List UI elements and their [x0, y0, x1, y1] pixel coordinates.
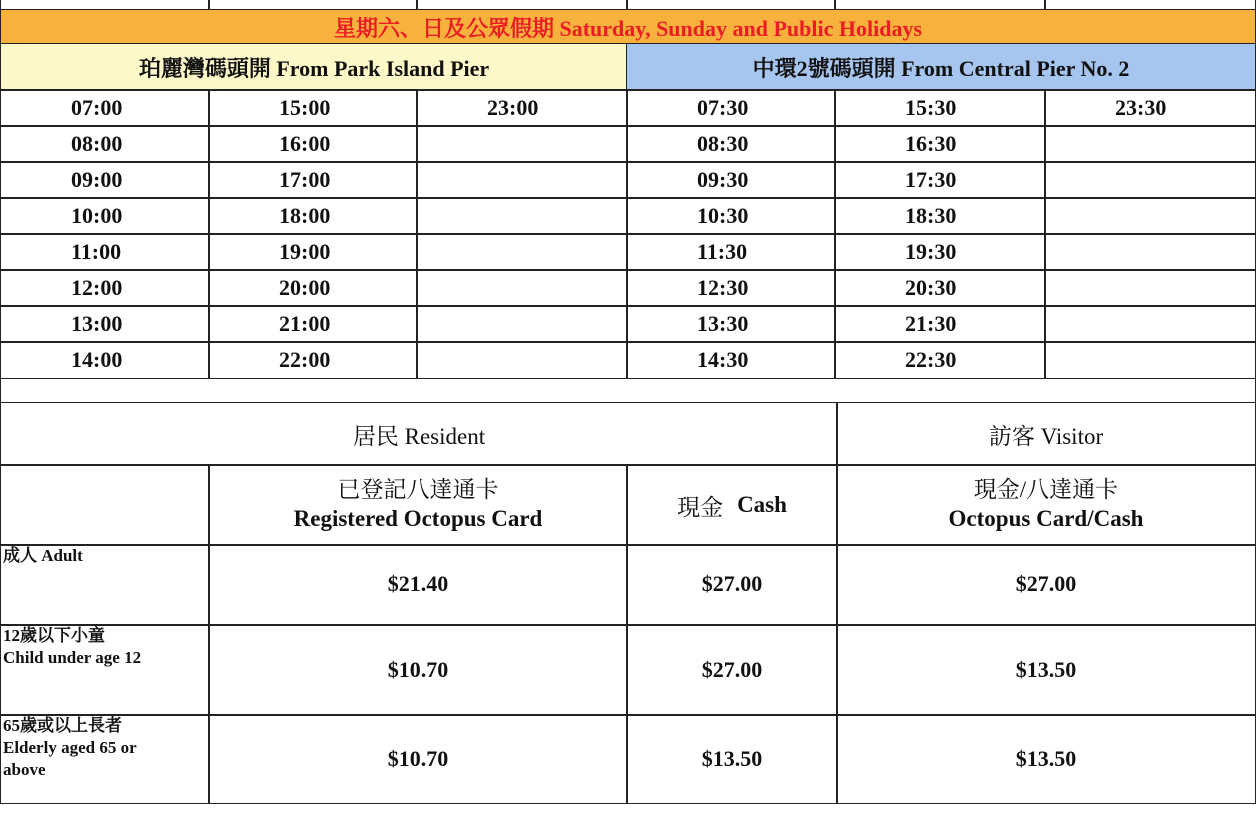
cash-zh: 現金	[677, 494, 724, 520]
passenger-type-line: 成人 Adult	[3, 546, 83, 565]
departure-time: 20:00	[279, 275, 331, 300]
time-cell	[1044, 233, 1256, 271]
passenger-type-line: Elderly aged 65 or	[3, 738, 137, 758]
departure-time: 18:00	[279, 203, 331, 228]
time-cell	[208, 269, 418, 307]
time-cell	[626, 197, 836, 235]
departure-time: 09:00	[71, 167, 123, 192]
time-cell	[416, 125, 628, 163]
time-cell	[416, 89, 628, 127]
registered-fare: $21.40	[208, 544, 628, 626]
departure-time: 23:30	[1115, 95, 1167, 120]
visitor-fare: $13.50	[836, 624, 1256, 716]
visitor-header-text: 訪客 Visitor	[988, 423, 1104, 449]
time-cell	[0, 89, 210, 127]
registered-octopus-zh: 已登記八達通卡	[337, 477, 499, 503]
time-cell	[0, 305, 210, 343]
registered-fare: $10.70	[208, 714, 628, 804]
time-cell	[834, 233, 1046, 271]
departure-time: 14:30	[697, 347, 749, 372]
departure-time: 08:30	[697, 131, 749, 156]
departure-time: 11:30	[697, 239, 748, 264]
time-cell	[208, 161, 418, 199]
departure-time: 17:00	[279, 167, 331, 192]
departure-time: 08:00	[71, 131, 123, 156]
time-cell	[626, 125, 836, 163]
departure-time: 13:00	[71, 311, 123, 336]
time-cell	[0, 197, 210, 235]
time-cell	[1044, 305, 1256, 343]
departure-time: 18:30	[905, 203, 957, 228]
time-cell	[834, 161, 1046, 199]
time-cell	[626, 305, 836, 343]
fare-corner-cell	[0, 464, 210, 546]
time-cell	[208, 89, 418, 127]
time-cell	[0, 125, 210, 163]
time-cell	[834, 305, 1046, 343]
departure-time: 10:00	[71, 203, 123, 228]
resident-header	[0, 402, 838, 466]
registered-octopus-header	[208, 464, 628, 546]
departure-time: 12:30	[697, 275, 749, 300]
time-cell	[1044, 269, 1256, 307]
cash-en: Cash	[737, 492, 787, 517]
departure-time: 22:30	[905, 347, 957, 372]
passenger-type-line: 65歲或以上長者	[3, 716, 122, 735]
time-cell	[0, 161, 210, 199]
departure-time: 09:30	[697, 167, 749, 192]
passenger-type-label	[0, 714, 210, 804]
departure-time: 19:00	[279, 239, 331, 264]
park-island-pier-header: 珀麗灣碼頭開 From Park Island Pier	[0, 43, 628, 91]
departure-time: 14:00	[71, 347, 123, 372]
departure-time: 07:30	[697, 95, 749, 120]
time-cell	[626, 233, 836, 271]
table-separator	[0, 374, 1256, 404]
departure-time: 16:30	[905, 131, 957, 156]
departure-time: 21:00	[279, 311, 331, 336]
time-cell	[626, 161, 836, 199]
passenger-type-label	[0, 624, 210, 716]
time-cell	[626, 89, 836, 127]
cash-fare: $27.00	[626, 544, 838, 626]
departure-time: 10:30	[697, 203, 749, 228]
time-cell	[1044, 89, 1256, 127]
registered-octopus-en: Registered Octopus Card	[293, 506, 543, 531]
passenger-type-line: 12歲以下小童	[3, 626, 105, 645]
passenger-type-line: above	[3, 760, 46, 780]
departure-time: 23:00	[487, 95, 539, 120]
time-cell	[834, 125, 1046, 163]
passenger-type-line: Child under age 12	[3, 648, 142, 668]
time-cell	[834, 197, 1046, 235]
cash-header	[626, 464, 838, 546]
departure-time: 17:30	[905, 167, 957, 192]
time-cell	[416, 305, 628, 343]
departure-time: 07:00	[71, 95, 123, 120]
time-cell	[834, 89, 1046, 127]
visitor-fare: $13.50	[836, 714, 1256, 804]
time-cell	[208, 197, 418, 235]
departure-time: 11:00	[71, 239, 122, 264]
time-cell	[1044, 197, 1256, 235]
registered-fare: $10.70	[208, 624, 628, 716]
time-cell	[834, 269, 1046, 307]
resident-header-text: 居民 Resident	[352, 423, 486, 449]
time-cell	[0, 269, 210, 307]
holiday-schedule-header: 星期六、日及公眾假期 Saturday, Sunday and Public Holidays	[0, 9, 1256, 45]
passenger-type-label	[0, 544, 210, 626]
time-cell	[1044, 161, 1256, 199]
central-pier-header: 中環2號碼頭開 From Central Pier No. 2	[626, 43, 1256, 91]
time-cell	[1044, 125, 1256, 163]
time-cell	[416, 269, 628, 307]
departure-time: 22:00	[279, 347, 331, 372]
time-cell	[416, 197, 628, 235]
departure-time: 12:00	[71, 275, 123, 300]
time-cell	[208, 233, 418, 271]
departure-time: 13:30	[697, 311, 749, 336]
cash-fare: $27.00	[626, 624, 838, 716]
visitor-fare: $27.00	[836, 544, 1256, 626]
departure-time: 19:30	[905, 239, 957, 264]
departure-time: 15:30	[905, 95, 957, 120]
departure-time: 16:00	[279, 131, 331, 156]
time-cell	[416, 233, 628, 271]
time-cell	[0, 233, 210, 271]
time-cell	[416, 161, 628, 199]
time-cell	[626, 269, 836, 307]
time-cell	[208, 125, 418, 163]
cash-fare: $13.50	[626, 714, 838, 804]
visitor-payment-en: Octopus Card/Cash	[948, 506, 1144, 531]
departure-time: 21:30	[905, 311, 957, 336]
visitor-header	[836, 402, 1256, 466]
visitor-payment-header	[836, 464, 1256, 546]
departure-time: 15:00	[279, 95, 331, 120]
time-cell	[208, 305, 418, 343]
visitor-payment-zh: 現金/八達通卡	[973, 477, 1119, 503]
departure-time: 20:30	[905, 275, 957, 300]
